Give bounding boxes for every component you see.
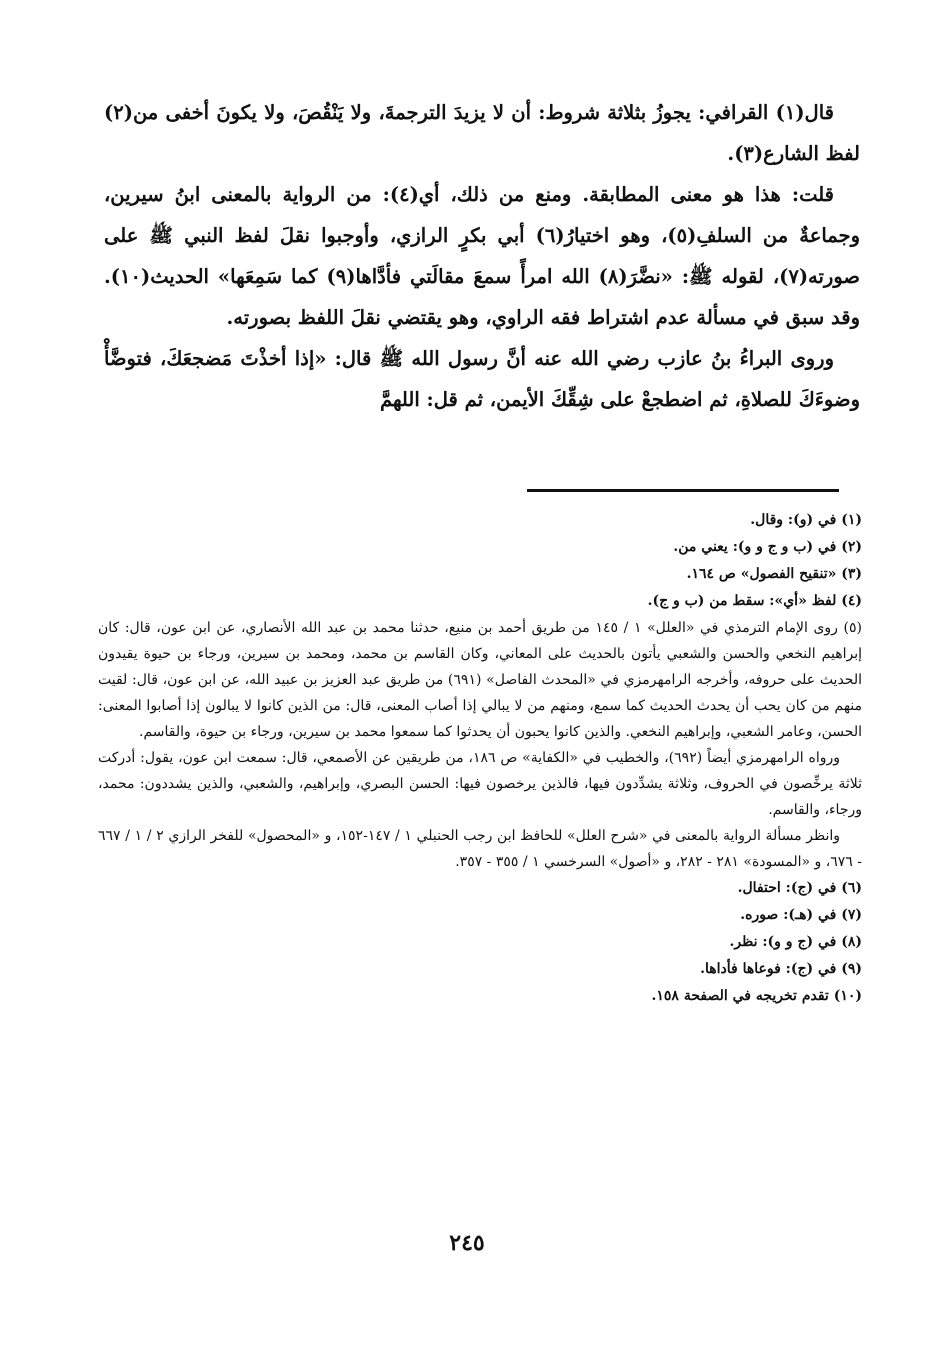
footnote-8: (٨) في (ج و و): نظر. — [729, 934, 862, 950]
footnote-5-continuation-2: وانظر مسألة الرواية بالمعنى في «شرح العلل» للحافظ ابن رجب الحنبلي ١ / ١٤٧-١٥٢، و «المحصول» للفخر الرازي ٢ / ١ / ٦٦٧ - ٦٧٦، و «المسودة» ٢٨١ - ٢٨٢، و «أصول» السرخسي ١ / ٣٥٥ - ٣٥٧. — [98, 828, 862, 870]
footnote-9: (٩) في (ج): فوعاها فأداها. — [700, 961, 862, 977]
main-paragraph-2: قلت: هذا هو معنى المطابقة. ومنع من ذلك، أي(٤): من الرواية بالمعنى ابنُ سيرين، وجماعةٌ من السلفِ(٥)، وهو اختيارُ(٦) أبي بكرٍ الرازي، وأوجبوا نقلَ لفظ النبي ﷺ على صورته(٧)، لقوله ﷺ: «نضَّرَ(٨) الله امرأً سمعَ مقالَتي فأدَّاها(٩) كما سَمِعَها» الحديث(١٠). وقد سبق في مسألة عدم اشتراط فقه الراوي، وهو يقتضي نقلَ اللفظ بصورته. — [104, 183, 861, 329]
footnote-separator — [527, 489, 839, 492]
footnotes-section — [98, 507, 862, 1010]
footnote-1: (١) في (و): وقال. — [750, 512, 862, 528]
footnote-5: (٥) روى الإمام الترمذي في «العلل» ١ / ١٤٥ من طريق أحمد بن منيع، حدثنا محمد بن عبد الله الأنصاري، عن ابن عون، قال: كان إبراهيم النخعي والحسن والشعبي يأتون بالحديث على المعاني، وكان القاسم بن محمد، ومحمد بن سيرين، ورجاء بن حيوة يقيدون الحديث على حروفه، وأخرجه الرامهرمزي في «المحدث الفاصل» (٦٩١) من طريق عبد العزيز بن عبيد الله، عن ابن عون، قال: لقيت منهم من كان يحب أن يحدث الحديث كما سمع، ومنهم من لا يبالي إذا أصاب المعنى، قال: من الذين كانوا لا يبالون إذا أصابوا المعنى: الحسن، وعامر الشعبي، وإبراهيم النخعي. والذين كانوا يحبون أن يحدثوا كما سمعوا محمد بن سيرين، ورجاء بن حيوة، والقاسم. — [98, 620, 863, 740]
footnote-6: (٦) في (ج): احتفال. — [737, 880, 862, 896]
footnote-7: (٧) في (هـ): صوره. — [740, 907, 862, 923]
footnote-10: (١٠) تقدم تخريجه في الصفحة ١٥٨. — [651, 988, 862, 1004]
footnote-3: (٣) «تنقيح الفصول» ص ١٦٤. — [686, 566, 862, 582]
main-paragraph-3: وروى البراءُ بنُ عازب رضي الله عنه أنَّ رسول الله ﷺ قال: «إذا أخذْتَ مَضجعَكَ، فتوضَّأْ وضوءَكَ للصلاةِ، ثم اضطجعْ على شِقِّكَ الأيمن، ثم قل: اللهمَّ — [104, 347, 860, 411]
main-paragraph-1: قال(١) القرافي: يجوزُ بثلاثة شروط: أن لا يزيدَ الترجمةَ، ولا يَنْقُصَ، ولا يكونَ أخفى من(٢) لفظ الشارع(٣). — [104, 101, 860, 165]
footnote-5-continuation-1: ورواه الرامهرمزي أيضاً (٦٩٢)، والخطيب في «الكفاية» ص ١٨٦، من طريقين عن الأصمعي، قال: سمعت ابن عون، يقول: أدركت ثلاثة يرخِّصون في الحروف، وثلاثة يشدِّدون فيها، فالذين يرخصون فيها: الحسن البصري، وإبراهيم، والشعبي، والذين يشددون: محمد، ورجاء، والقاسم. — [98, 750, 862, 818]
page-number: ٢٤٥ — [449, 1230, 485, 1256]
main-text-body — [104, 92, 860, 420]
footnote-4: (٤) لفظ «أي»: سقط من (ب و ج). — [647, 593, 862, 609]
footnote-2: (٢) في (ب و ج و و): يعني من. — [673, 539, 862, 555]
